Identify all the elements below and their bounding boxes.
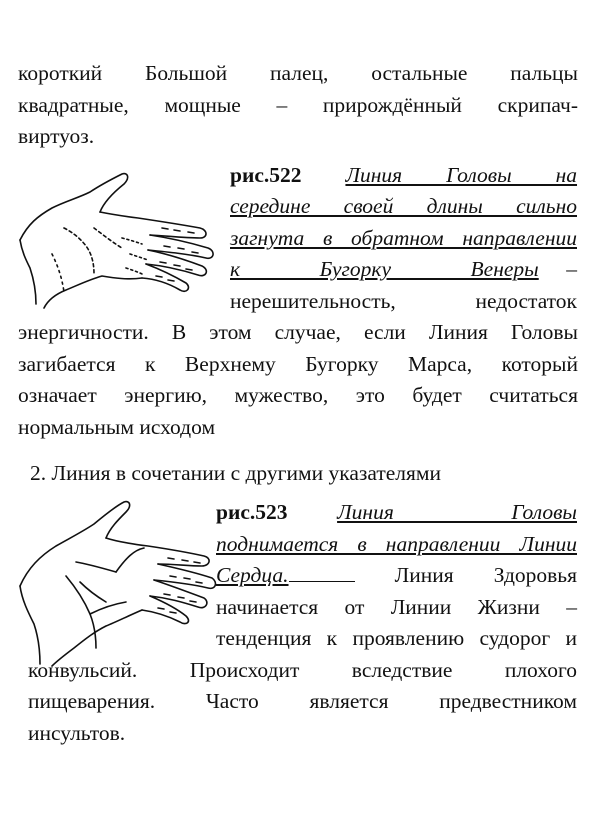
figure-522-caption: Линия Головы на bbox=[345, 163, 578, 187]
figure-522-caption: середине своей длины сильно bbox=[230, 194, 577, 218]
figure-522-caption: загнута в обратном направлении bbox=[230, 226, 577, 250]
figure-523-line bbox=[216, 497, 577, 529]
paragraph-line: означает энергию, мужество, это будет считаться bbox=[18, 383, 578, 407]
paragraph-line: короткий Большой палец, остальные пальцы bbox=[18, 61, 578, 85]
paragraph-line: нормальным исходом bbox=[18, 415, 216, 439]
figure-523-caption: Сердца. bbox=[216, 563, 289, 587]
paragraph-line: пищеварения. Часто является предвестником bbox=[28, 689, 577, 713]
dash-text: – bbox=[566, 257, 577, 281]
figure-522-caption: к Бугорку Венеры bbox=[230, 257, 539, 281]
paragraph-line: виртуоз. bbox=[18, 124, 95, 148]
palm-drawing-icon bbox=[18, 168, 223, 328]
paragraph-line: конвульсий. Происходит вследствие плохого bbox=[28, 658, 577, 682]
figure-522-line bbox=[230, 160, 577, 192]
paragraph-line: квадратные, мощные – прирождённый скрипач- bbox=[18, 93, 578, 117]
figure-523-palm-drawing bbox=[18, 498, 223, 668]
paragraph-line: загибается к Верхнему Бугорку Марса, который bbox=[18, 352, 578, 376]
paragraph-text: Линия Здоровья bbox=[394, 563, 577, 587]
figure-522-label: рис.522 bbox=[230, 163, 302, 187]
figure-523-caption: поднимается в направлении Линии bbox=[216, 532, 577, 556]
figure-522-line bbox=[230, 254, 577, 286]
paragraph-line: нерешительность, недостаток bbox=[230, 289, 577, 313]
paragraph-line: энергичности. В этом случае, если Линия Головы bbox=[18, 320, 578, 344]
palm-drawing-icon bbox=[18, 498, 223, 668]
figure-522-palm-drawing bbox=[18, 168, 223, 328]
figure-523-caption: Линия Головы bbox=[337, 500, 577, 524]
paragraph-line: начинается от Линии Жизни – bbox=[216, 595, 577, 619]
figure-523-line bbox=[216, 560, 577, 592]
underline-rule bbox=[289, 561, 355, 582]
section-heading: 2. Линия в сочетании с другими указателями bbox=[30, 461, 442, 485]
paragraph-line: тенденция к проявлению судорог и bbox=[216, 626, 577, 650]
paragraph-line: инсультов. bbox=[28, 721, 126, 745]
figure-523-label: рис.523 bbox=[216, 500, 288, 524]
